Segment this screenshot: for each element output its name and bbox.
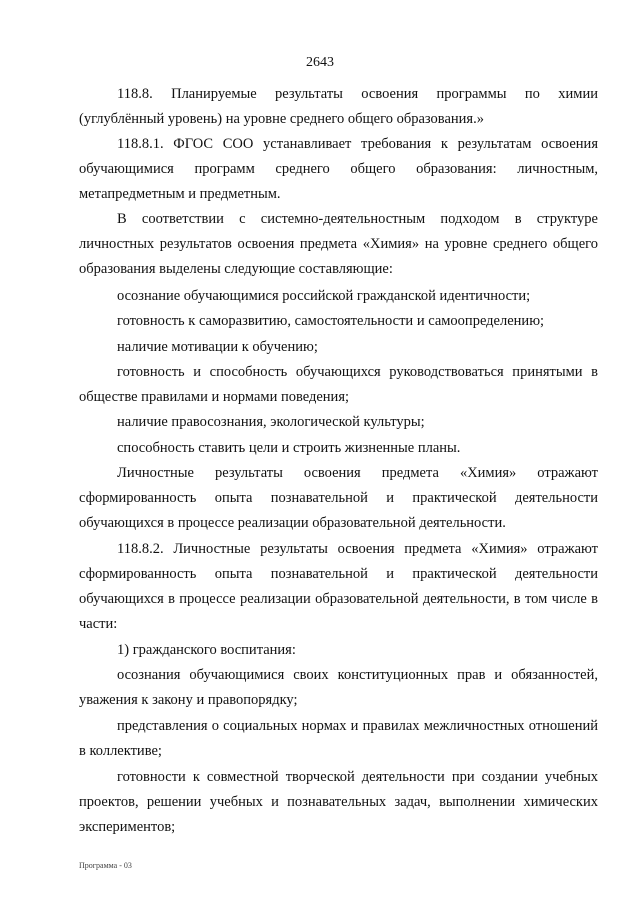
page-number: 2643 bbox=[306, 55, 334, 70]
list-heading-civic-education: 1) гражданского воспитания: bbox=[117, 642, 296, 658]
footer-label: Программа - 03 bbox=[79, 861, 132, 870]
list-item-identity: осознание обучающимися российской гражданской идентичности; bbox=[117, 288, 531, 304]
list-item-self-development: готовность к саморазвитию, самостоятельности и самоопределению; bbox=[117, 313, 545, 329]
list-item-joint-activity: готовности к совместной творческой деятельности при создании учебных проектов, решении учебных и познавательных задач, выполнении химических экспериментов; bbox=[79, 769, 598, 835]
list-item-motivation: наличие мотивации к обучению; bbox=[117, 339, 318, 355]
paragraph-heading-118-8: 118.8. Планируемые результаты освоения программы по химии (углублённый уровень) на уровне среднего общего образования.» bbox=[79, 86, 598, 127]
paragraph-118-8-2: 118.8.2. Личностные результаты освоения предмета «Химия» отражают сформированность опыта познавательной и практической деятельности обучающихся в процессе реализации образовательной деятельности, в том числе в части: bbox=[79, 541, 598, 632]
list-item-norms: готовность и способность обучающихся руководствоваться принятыми в обществе правилами и нормами поведения; bbox=[79, 364, 598, 405]
list-item-constitutional-rights: осознания обучающимися своих конституционных прав и обязанностей, уважения к закону и правопорядку; bbox=[79, 667, 598, 708]
paragraph-118-8-1: 118.8.1. ФГОС СОО устанавливает требования к результатам освоения обучающимися программ среднего общего образования: личностным, метапредметным и предметным. bbox=[79, 136, 598, 202]
paragraph-system-approach: В соответствии с системно-деятельностным подходом в структуре личностных результатов освоения предмета «Химия» на уровне среднего общего образования выделены следующие составляющие: bbox=[79, 211, 598, 277]
paragraph-personal-results: Личностные результаты освоения предмета «Химия» отражают сформированность опыта познавательной и практической деятельности обучающихся в процессе реализации образовательной деятельности. bbox=[79, 465, 598, 531]
list-item-legal-awareness: наличие правосознания, экологической культуры; bbox=[117, 414, 425, 430]
list-item-social-norms: представления о социальных нормах и правилах межличностных отношений в коллективе; bbox=[79, 718, 598, 759]
list-item-life-goals: способность ставить цели и строить жизненные планы. bbox=[117, 440, 461, 456]
